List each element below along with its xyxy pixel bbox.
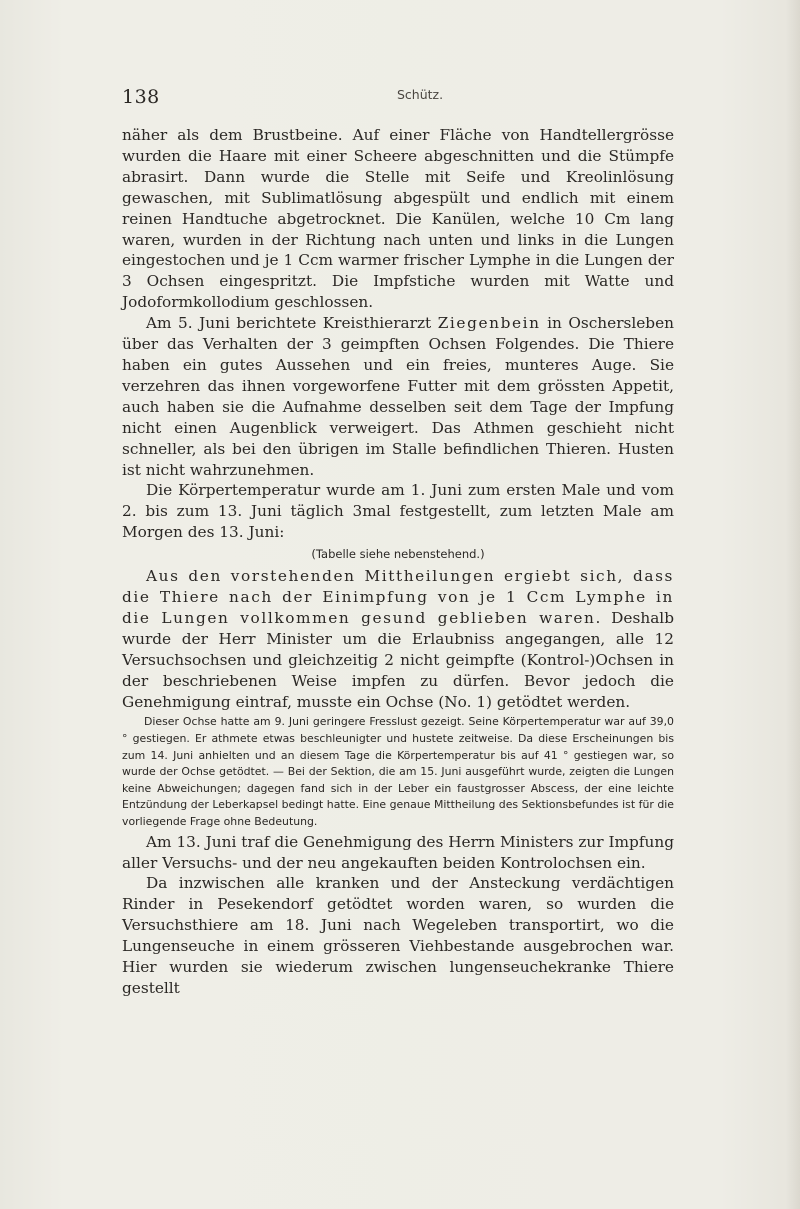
paragraph-conclusion [122, 566, 674, 712]
page-number: 138 [122, 86, 160, 108]
paragraph-inoculation-procedure: näher als dem Brustbeine. Auf einer Fläche von Handtellergrösse wurden die Haare mit einer Scheere abgeschnitten und die Stümpfe abrasirt. Dann wurde die Stelle mit Seife und Kreolinlösung gewaschen, mit Sublimatlösung abgespült und endlich mit einem reinen Handtuche abgetrocknet. Die Kanülen, welche 10 Cm lang waren, wurden in der Richtung nach unten und links in die Lungen eingestochen und je 1 Ccm warmer frischer Lymphe in die Lungen der 3 Ochsen eingespritzt. Die Impfstiche wurden mit Watte und Jodoformkollodium geschlossen. [122, 126, 674, 312]
conclusion-emphasis: Aus den vorstehenden Mittheilungen ergiebt sich, dass die Thiere nach der Einimpfung von je 1 Ccm Lymphe in die Lungen vollkommen gesund geblieben waren. [122, 567, 674, 627]
small-print-note: Dieser Ochse hatte am 9. Juni geringere Fresslust gezeigt. Seine Körpertemperatur war auf 39,0 ° gestiegen. Er athmete etwas beschleunigter und hustete zeitweise. Da diese Erscheinungen bis zum 14. Juni anhielten und an diesem Tage die Körpertemperatur bis auf 41 ° gestiegen war, so wurde der Ochse getödtet. — Bei der Sektion, die am 15. Juni ausgeführt wurde, zeigten die Lungen keine Abweichungen; dagegen fand sich in der Leber ein faustgrosser Abscess, der eine leichte Entzündung der Leberkapsel bedingt hatte. Eine genaue Mittheilung des Sektionsbefundes ist für die vorliegende Frage ohne Bedeutung. [122, 715, 674, 829]
paragraph-transport: Da inzwischen alle kranken und der Ansteckung verdächtigen Rinder in Pesekendorf getödtet worden waren, so wurden die Versuchsthiere am 18. Juni nach Wegeleben transportirt, wo die Lungenseuche in einem grösseren Viehbestande ausgebrochen war. Hier wurden sie wiederum zwischen lungenseuchekranke Thiere gestellt [122, 874, 674, 997]
paragraph-approval: Am 13. Juni traf die Genehmigung des Herrn Ministers zur Impfung aller Versuchs- und der neu angekauften beiden Kontrolochsen ein. [122, 832, 674, 872]
page-header [122, 86, 682, 116]
page-edge-shadow [786, 0, 800, 1209]
conclusion-body: Deshalb wurde der Herr Minister um die Erlaubniss angegangen, alle 12 Versuchsochsen und gleichzeitig 2 nicht geimpfte (Kontrol-)Ochsen in der beschriebenen Weise impfen zu dürfen. Bevor jedoch die Genehmigung eintraf, musste ein Ochse (No. 1) getödtet werden. [122, 608, 674, 711]
paragraph-temperature: Die Körpertemperatur wurde am 1. Juni zum ersten Male und vom 2. bis zum 13. Juni täglich 3mal festgestellt, zum letzten Male am Morgen des 13. Juni: [122, 481, 674, 542]
paragraph-report [122, 313, 674, 480]
report-lead: Am 5. Juni berichtete Kreisthierarzt [146, 314, 432, 333]
table-reference: (Tabelle siehe nebenstehend.) [311, 547, 485, 562]
report-body: in Oschersleben über das Verhalten der 3 geimpften Ochsen Folgendes. Die Thiere haben ein gutes Aussehen und ein freies, munteres Auge. Sie verzehren das ihnen vorgeworfene Futter mit dem grössten Appetit, auch haben sie die Aufnahme desselben seit dem Tage der Impfung nicht einen Augenblick verweigert. Das Athmen geschieht nicht schneller, als bei den übrigen im Stalle befindlichen Thieren. Husten ist nicht wahrzunehmen. [122, 314, 674, 479]
person-name: Ziegenbein [437, 314, 541, 333]
body-text [122, 125, 674, 999]
running-head: Schütz. [397, 87, 444, 102]
